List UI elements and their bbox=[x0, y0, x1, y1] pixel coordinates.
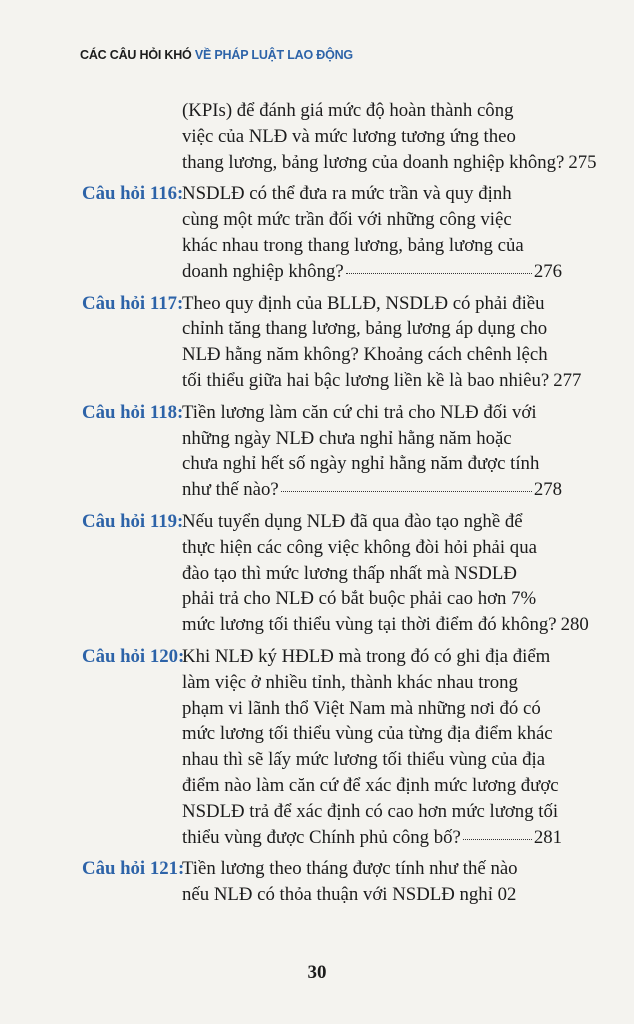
question-line: phạm vi lãnh thổ Việt Nam mà những nơi đó có bbox=[182, 697, 541, 719]
toc-page-ref: 275 bbox=[568, 151, 597, 173]
table-of-contents bbox=[82, 98, 597, 914]
question-line: Nếu tuyển dụng NLĐ đã qua đào tạo nghề để bbox=[182, 510, 523, 532]
question-label: Câu hỏi 121: bbox=[82, 858, 185, 880]
question-line: mức lương tối thiểu vùng của từng địa điểm khác bbox=[182, 723, 553, 745]
question-line: tối thiểu giữa hai bậc lương liền kề là bao nhiêu? bbox=[182, 369, 550, 391]
question-line: cùng một mức trần đối với những công việc bbox=[182, 209, 512, 231]
question-line: điểm nào làm căn cứ để xác định mức lương được bbox=[182, 774, 559, 796]
toc-entry bbox=[82, 644, 562, 850]
dot-leader bbox=[281, 491, 532, 492]
question-line: (KPIs) để đánh giá mức độ hoàn thành công bbox=[182, 100, 514, 121]
question-line: những ngày NLĐ chưa nghỉ hằng năm hoặc bbox=[182, 427, 512, 449]
question-label: Câu hỏi 119: bbox=[82, 510, 184, 532]
question-line: Theo quy định của BLLĐ, NSDLĐ có phải điều bbox=[182, 292, 545, 314]
question-text bbox=[182, 644, 562, 850]
question-text bbox=[182, 509, 589, 638]
toc-entry bbox=[82, 291, 582, 394]
question-line: thiểu vùng được Chính phủ công bố? bbox=[182, 826, 461, 848]
question-text bbox=[182, 291, 581, 394]
question-last-line bbox=[182, 477, 562, 503]
question-last-line bbox=[182, 825, 562, 851]
question-line: thang lương, bảng lương của doanh nghiệp không? bbox=[182, 151, 565, 173]
question-line: Tiền lương làm căn cứ chi trả cho NLĐ đối với bbox=[182, 401, 537, 423]
question-last-line bbox=[182, 259, 562, 285]
question-last-line bbox=[182, 612, 589, 638]
question-line: việc của NLĐ và mức lương tương ứng theo bbox=[182, 125, 516, 147]
header-title-part1: CÁC CÂU HỎI KHÓ bbox=[80, 48, 192, 62]
question-last-line bbox=[182, 150, 597, 176]
question-line: NLĐ hằng năm không? Khoảng cách chênh lệch bbox=[182, 344, 548, 366]
question-line: nhau thì sẽ lấy mức lương tối thiểu vùng của địa bbox=[182, 749, 546, 771]
toc-page-ref: 280 bbox=[560, 614, 589, 636]
question-text bbox=[182, 181, 562, 284]
toc-entry bbox=[82, 509, 589, 638]
header-title-part2: VỀ PHÁP LUẬT LAO ĐỘNG bbox=[194, 48, 353, 62]
question-last-line bbox=[182, 368, 581, 394]
question-line: mức lương tối thiểu vùng tại thời điểm đó không? bbox=[182, 614, 557, 636]
question-label: Câu hỏi 117: bbox=[82, 292, 184, 314]
toc-page-ref: 281 bbox=[533, 826, 562, 848]
question-line: doanh nghiệp không? bbox=[182, 260, 344, 282]
toc-entry bbox=[82, 181, 562, 284]
question-line: thực hiện các công việc không đòi hỏi phải qua bbox=[182, 536, 537, 558]
question-text bbox=[182, 856, 562, 908]
question-line: NSDLĐ trả để xác định có cao hơn mức lương tối bbox=[182, 800, 559, 822]
question-line: Tiền lương theo tháng được tính như thế nào bbox=[182, 858, 518, 880]
question-label: Câu hỏi 120: bbox=[82, 645, 185, 667]
question-line: khác nhau trong thang lương, bảng lương của bbox=[182, 234, 524, 256]
question-label: Câu hỏi 118: bbox=[82, 401, 184, 423]
dot-leader bbox=[463, 839, 532, 840]
question-line: nếu NLĐ có thỏa thuận với NSDLĐ nghỉ 02 bbox=[182, 884, 517, 906]
dot-leader bbox=[346, 273, 532, 274]
question-line: đào tạo thì mức lương thấp nhất mà NSDLĐ bbox=[182, 562, 517, 584]
question-line: NSDLĐ có thể đưa ra mức trần và quy định bbox=[182, 183, 512, 205]
question-line: làm việc ở nhiều tỉnh, thành khác nhau trong bbox=[182, 671, 518, 693]
running-header bbox=[80, 48, 353, 62]
toc-page-ref: 278 bbox=[533, 479, 562, 501]
question-text bbox=[182, 98, 597, 175]
question-text bbox=[182, 400, 562, 503]
toc-entry bbox=[82, 856, 562, 908]
question-line: chỉnh tăng thang lương, bảng lương áp dụng cho bbox=[182, 318, 548, 340]
toc-entry bbox=[82, 400, 562, 503]
question-line: như thế nào? bbox=[182, 479, 279, 501]
page-number: 30 bbox=[307, 962, 327, 983]
question-line: Khi NLĐ ký HĐLĐ mà trong đó có ghi địa điểm bbox=[182, 645, 551, 667]
question-line: chưa nghỉ hết số ngày nghỉ hằng năm được tính bbox=[182, 453, 540, 475]
toc-page-ref: 277 bbox=[553, 369, 582, 391]
question-line: phải trả cho NLĐ có bắt buộc phải cao hơn 7% bbox=[182, 588, 537, 610]
question-label: Câu hỏi 116: bbox=[82, 183, 184, 205]
toc-entry bbox=[82, 98, 597, 175]
toc-page-ref: 276 bbox=[533, 260, 562, 282]
